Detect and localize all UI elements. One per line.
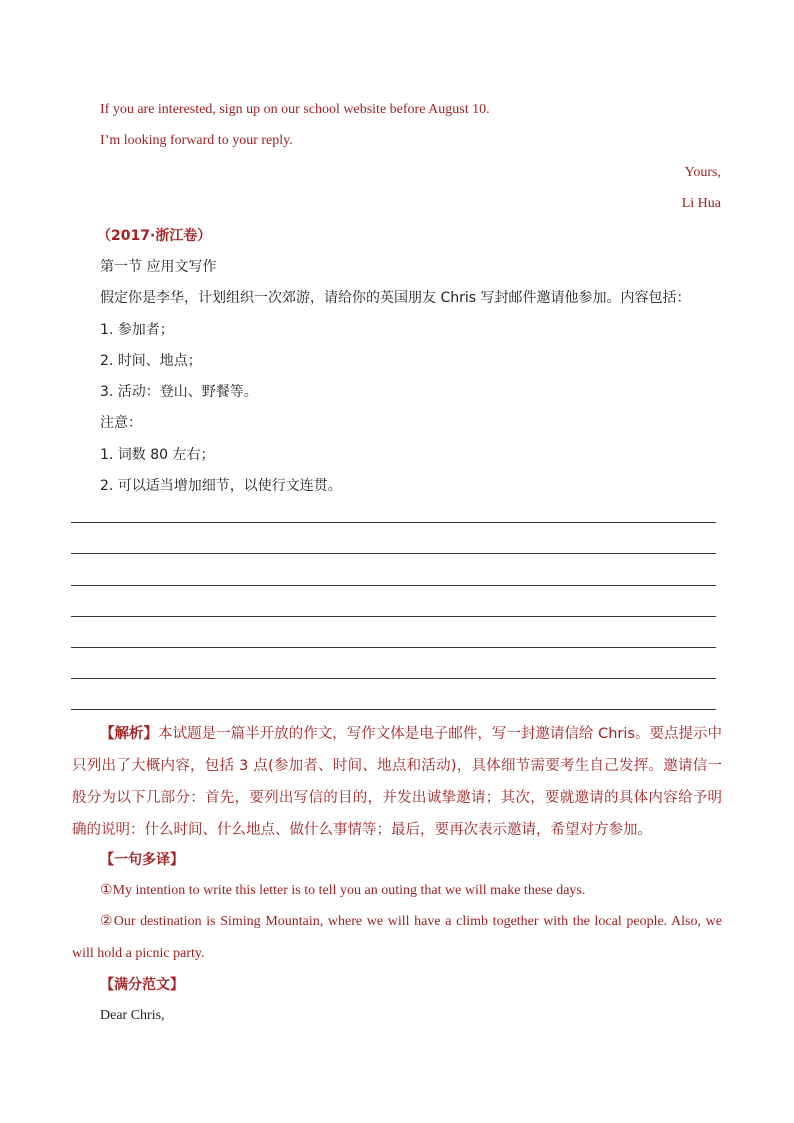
translation-item-1: ①My intention to write this letter is to tell you an outing that we will make these days. bbox=[100, 883, 586, 898]
content-point-1: 1. 参加者； bbox=[100, 322, 174, 338]
analysis-paragraph bbox=[72, 718, 722, 846]
answer-line bbox=[71, 647, 716, 648]
question-prompt: 假定你是李华，计划组织一次郊游，请给你的英国朋友 Chris 写封邮件邀请他参加。内容包括： bbox=[100, 290, 691, 306]
analysis-text: 本试题是一篇半开放的作文，写作文体是电子邮件，写一封邀请信给 Chris。要点提示中只列出了大概内容，包括 3 点(参加者、时间、地点和活动)，具体细节需要考生自己发挥。邀请信一般分为以下几部分：首先，要列出写信的目的，并发出诚挚邀请；其次，要就邀请的具体内容给予明确的说明：什么时间、什么地点、做什么事情等；最后，要再次表示邀请，希望对方参加。 bbox=[72, 726, 723, 838]
letter-line-signup: If you are interested, sign up on our school website before August 10. bbox=[100, 102, 490, 117]
answer-line bbox=[71, 553, 716, 554]
multi-translation-label: 【一句多译】 bbox=[100, 852, 184, 868]
letter-signature: Li Hua bbox=[681, 196, 721, 211]
notice-2: 2. 可以适当增加细节，以使行文连贯。 bbox=[100, 478, 342, 494]
answer-line bbox=[71, 709, 716, 710]
analysis-label: 【解析】 bbox=[100, 726, 159, 742]
translation-item-2: ②Our destination is Siming Mountain, where we will have a climb together with the local people. Also, we will hold a picnic party. bbox=[72, 914, 722, 961]
answer-line bbox=[71, 678, 716, 679]
content-point-2: 2. 时间、地点； bbox=[100, 353, 202, 369]
answer-line bbox=[71, 616, 716, 617]
model-essay-greeting: Dear Chris, bbox=[100, 1008, 165, 1023]
model-essay-label: 【满分范文】 bbox=[100, 977, 184, 993]
letter-line-reply: I’m looking forward to your reply. bbox=[100, 133, 293, 148]
section-title: 第一节 应用文写作 bbox=[100, 259, 217, 275]
answer-line bbox=[71, 585, 716, 586]
notice-1: 1. 词数 80 左右； bbox=[100, 447, 215, 463]
notice-label: 注意： bbox=[100, 415, 142, 431]
content-point-3: 3. 活动：登山、野餐等。 bbox=[100, 384, 258, 400]
letter-closing: Yours, bbox=[684, 165, 721, 180]
answer-line bbox=[71, 522, 716, 523]
question-source: （2017·浙江卷） bbox=[97, 228, 212, 244]
